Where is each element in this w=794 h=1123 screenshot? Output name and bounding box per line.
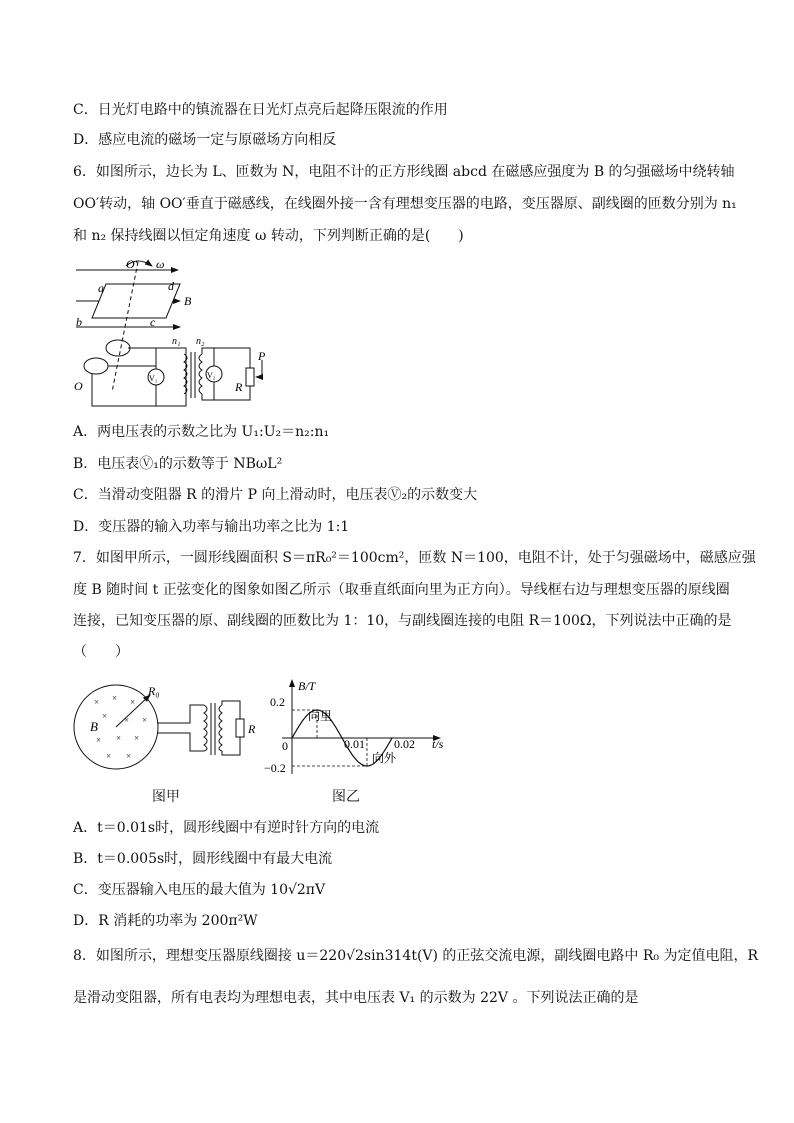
note-inward: 向里: [308, 709, 333, 723]
note-outward: 向外: [372, 751, 397, 765]
field-cross-mark: ×: [134, 733, 140, 743]
q7-figure-a-circular-coil: [72, 683, 262, 773]
data-point: [341, 737, 342, 738]
v2-meter-label: V₂: [207, 371, 216, 380]
corner-d-label: d: [168, 279, 174, 293]
y-axis-label: B/T: [298, 679, 316, 693]
text-line: D．感应电流的磁场一定与原磁场方向相反: [73, 132, 337, 148]
n2-label: n₂: [196, 336, 205, 347]
text-line: OO′转动，轴 OO′垂直于磁感线，在线圈外接一含有理想变压器的电路，变压器原、副线圈的匝数分别为 n₁: [73, 196, 737, 212]
field-cross-mark: ×: [116, 733, 122, 743]
v1-meter-label: V₁: [149, 374, 158, 383]
text-line: 连接，已知变压器的原、副线圈的匝数比为 1：10，与副线圈连接的电阻 R＝100Ω，下列说法中正确的是: [73, 613, 732, 629]
field-cross-mark: ×: [102, 711, 108, 721]
text-line: C．变压器输入电压的最大值为 10√2πV: [73, 882, 326, 898]
field-cross-mark: ×: [124, 715, 130, 725]
omega-label: ω: [156, 257, 165, 271]
data-point: [366, 765, 367, 766]
field-cross-mark: ×: [96, 735, 102, 745]
field-cross-mark: ×: [126, 751, 132, 761]
figure-a-caption: 图甲: [152, 789, 180, 805]
y-tick-neg: −0.2: [264, 761, 286, 775]
corner-a-label: a: [98, 281, 104, 295]
coil-b-label: B: [90, 719, 98, 734]
y-tick-pos: 0.2: [270, 695, 285, 709]
text-line: D．R 消耗的功率为 200π²W: [73, 913, 258, 929]
corner-c-label: c: [150, 315, 156, 329]
resistor-r-label: R: [235, 380, 243, 394]
text-line: 8．如图所示，理想变压器原线圈接 u＝220√2sin314t(V) 的正弦交流电源，副线圈电路中 R₀ 为定值电阻，R: [73, 948, 759, 964]
field-cross-mark: ×: [94, 697, 100, 707]
origin-label: 0: [282, 739, 288, 753]
text-line: （ ）: [73, 644, 129, 660]
slider-p-label: P: [258, 349, 266, 363]
load-r-label: R: [248, 722, 256, 736]
data-point: [391, 737, 392, 738]
text-line: 6．如图所示，边长为 L、匝数为 N，电阻不计的正方形线圈 abcd 在磁感应强度为 B 的匀强磁场中绕转轴: [73, 164, 735, 180]
x-tick-001: 0.01: [344, 737, 365, 751]
axis-bottom-label: O: [74, 379, 83, 393]
text-line: 7．如图甲所示，一圆形线圈面积 S＝πR₀²＝100cm²，匝数 N＝100，电阻不计，处于匀强磁场中，磁感应强: [73, 550, 756, 566]
field-b-label: B: [184, 294, 192, 308]
data-point: [291, 737, 292, 738]
text-line: A．t＝0.01s时，圆形线圈中有逆时针方向的电流: [73, 820, 380, 836]
x-axis-label: t/s: [432, 737, 444, 751]
corner-b-label: b: [76, 315, 82, 329]
q6-generator-transformer-figure: [68, 256, 288, 412]
x-tick-002: 0.02: [394, 737, 415, 751]
field-cross-mark: ×: [112, 693, 118, 703]
text-line: A．两电压表的示数之比为 U₁:U₂＝n₂:n₁: [73, 424, 330, 440]
text-line: 度 B 随时间 t 正弦变化的图象如图乙所示（取垂直纸面向里为正方向）。导线框右边与理想变压器的原线圈: [73, 582, 730, 598]
field-cross-mark: ×: [130, 697, 136, 707]
field-cross-mark: ×: [142, 715, 148, 725]
axis-top-label: O′: [126, 257, 138, 271]
text-line: 和 n₂ 保持线圈以恒定角速度 ω 转动，下列判断正确的是( ): [73, 228, 464, 244]
text-line: D．变压器的输入功率与输出功率之比为 1:1: [73, 519, 350, 535]
text-line: B．t＝0.005s时，圆形线圈中有最大电流: [73, 851, 333, 867]
n1-label: n₁: [172, 336, 181, 347]
text-line: B．电压表Ⓥ₁的示数等于 NBωL²: [73, 456, 283, 472]
text-line: C．当滑动变阻器 R 的滑片 P 向上滑动时，电压表Ⓥ₂的示数变大: [73, 487, 478, 503]
q7-figure-b-chart: [260, 676, 460, 776]
text-line: C．日光灯电路中的镇流器在日光灯点亮后起降压限流的作用: [73, 102, 448, 118]
text-line: 是滑动变阻器，所有电表均为理想电表，其中电压表 V₁ 的示数为 22V 。下列说法正确的是: [73, 990, 639, 1006]
figure-b-caption: 图乙: [332, 789, 360, 805]
radius-r0-label: R₀: [148, 684, 160, 698]
field-cross-mark: ×: [106, 751, 112, 761]
